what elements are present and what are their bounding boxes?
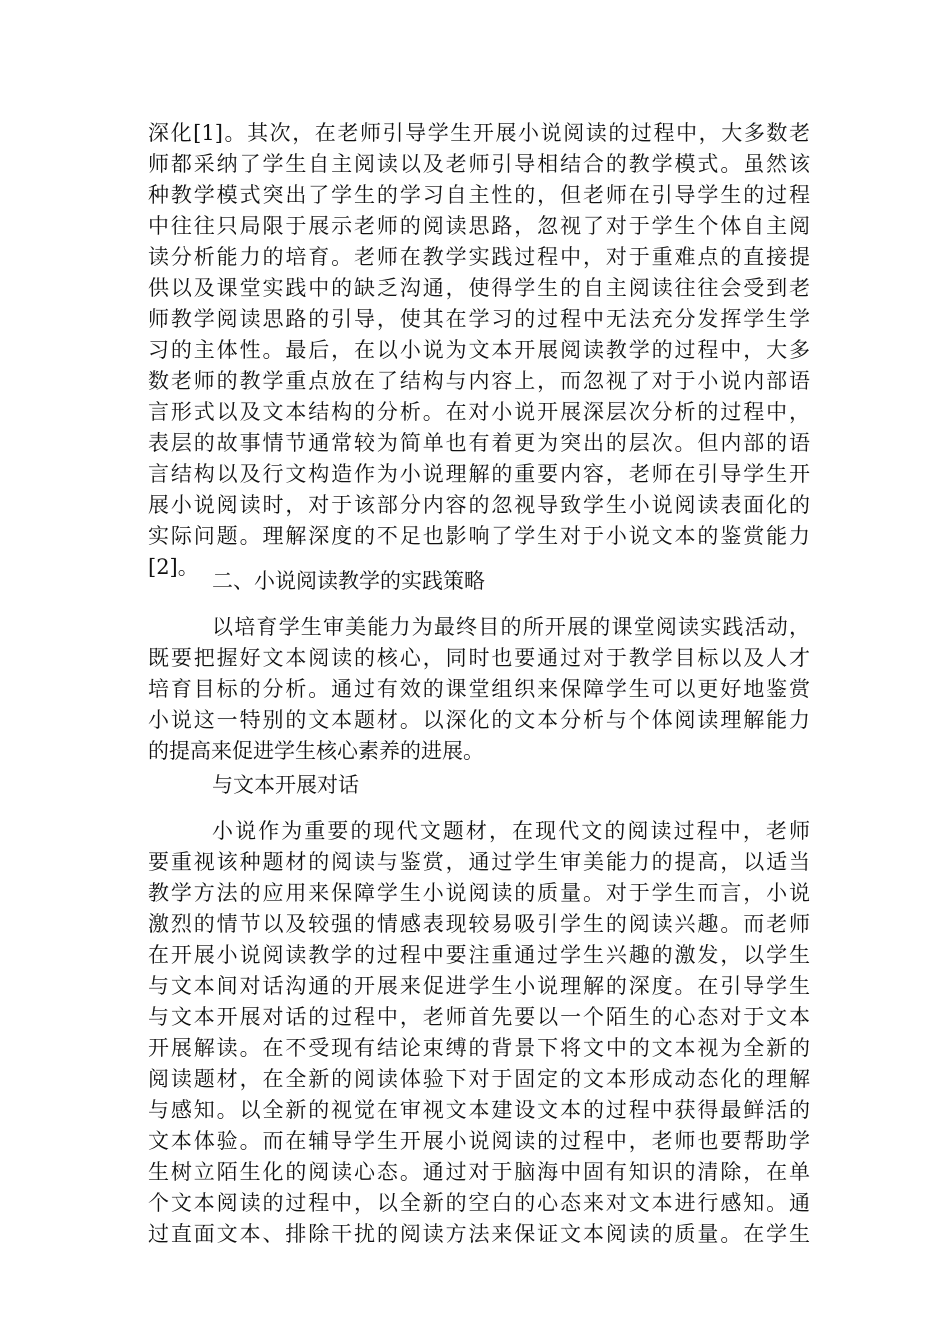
paragraph-line: 小说这一特别的文本题材。以深化的文本分析与个体阅读理解能力 <box>148 708 810 732</box>
paragraph-line: 与感知。以全新的视觉在审视文本建设文本的过程中获得最鲜活的 <box>148 1098 810 1122</box>
paragraph-line: 种教学模式突出了学生的学习自主性的，但老师在引导学生的过程 <box>148 183 810 207</box>
paragraph-line: 过直面文本、排除干扰的阅读方法来保证文本阅读的质量。在学生 <box>148 1222 810 1246</box>
paragraph-line: 开展解读。在不受现有结论束缚的背景下将文中的文本视为全新的 <box>148 1036 810 1060</box>
paragraph-line: 以培育学生审美能力为最终目的所开展的课堂阅读实践活动， <box>212 615 810 639</box>
paragraph-line: 言形式以及文本结构的分析。在对小说开展深层次分析的过程中， <box>148 400 810 424</box>
paragraph-line: [2]。 <box>148 555 199 579</box>
paragraph-line: 的提高来促进学生核心素养的进展。 <box>148 739 484 763</box>
paragraph-line: 中往往只局限于展示老师的阅读思路，忽视了对于学生个体自主阅 <box>148 214 810 238</box>
paragraph-line: 在开展小说阅读教学的过程中要注重通过学生兴趣的激发，以学生 <box>148 943 810 967</box>
subsection-heading: 与文本开展对话 <box>212 773 359 797</box>
section-heading: 二、小说阅读教学的实践策略 <box>212 569 485 593</box>
paragraph-line: 读分析能力的培育。老师在教学实践过程中，对于重难点的直接提 <box>148 245 810 269</box>
paragraph-line: 与文本间对话沟通的开展来促进学生小说理解的深度。在引导学生 <box>148 974 810 998</box>
paragraph-3 <box>148 816 810 1250</box>
paragraph-2 <box>148 612 810 767</box>
paragraph-line: 言结构以及行文构造作为小说理解的重要内容，老师在引导学生开 <box>148 462 810 486</box>
paragraph-line: 师都采纳了学生自主阅读以及老师引导相结合的教学模式。虽然该 <box>148 152 810 176</box>
paragraph-line: 习的主体性。最后，在以小说为文本开展阅读教学的过程中，大多 <box>148 338 810 362</box>
paragraph-line: 教学方法的应用来保障学生小说阅读的质量。对于学生而言，小说 <box>148 881 810 905</box>
paragraph-line: 要重视该种题材的阅读与鉴赏，通过学生审美能力的提高，以适当 <box>148 850 810 874</box>
paragraph-line: 培育目标的分析。通过有效的课堂组织来保障学生可以更好地鉴赏 <box>148 677 810 701</box>
paragraph-line: 数老师的教学重点放在了结构与内容上，而忽视了对于小说内部语 <box>148 369 810 393</box>
paragraph-line: 供以及课堂实践中的缺乏沟通，使得学生的自主阅读往往会受到老 <box>148 276 810 300</box>
paragraph-line: 小说作为重要的现代文题材，在现代文的阅读过程中，老师 <box>212 819 810 843</box>
paragraph-line: 表层的故事情节通常较为简单也有着更为突出的层次。但内部的语 <box>148 431 810 455</box>
paragraph-line: 既要把握好文本阅读的核心，同时也要通过对于教学目标以及人才 <box>148 646 810 670</box>
paragraph-line: 生树立陌生化的阅读心态。通过对于脑海中固有知识的清除，在单 <box>148 1160 810 1184</box>
paragraph-line: 与文本开展对话的过程中，老师首先要以一个陌生的心态对于文本 <box>148 1005 810 1029</box>
paragraph-line: 激烈的情节以及较强的情感表现较易吸引学生的阅读兴趣。而老师 <box>148 912 810 936</box>
paragraph-line: 师教学阅读思路的引导，使其在学习的过程中无法充分发挥学生学 <box>148 307 810 331</box>
paragraph-line: 文本体验。而在辅导学生开展小说阅读的过程中，老师也要帮助学 <box>148 1129 810 1153</box>
paragraph-line: 个文本阅读的过程中，以全新的空白的心态来对文本进行感知。通 <box>148 1191 810 1215</box>
paragraph-1 <box>148 118 810 583</box>
paragraph-line: 深化[1]。其次，在老师引导学生开展小说阅读的过程中，大多数老 <box>148 121 810 145</box>
paragraph-line: 阅读题材，在全新的阅读体验下对于固定的文本形成动态化的理解 <box>148 1067 810 1091</box>
paragraph-line: 实际问题。理解深度的不足也影响了学生对于小说文本的鉴赏能力 <box>148 524 810 548</box>
paragraph-line: 展小说阅读时，对于该部分内容的忽视导致学生小说阅读表面化的 <box>148 493 810 517</box>
